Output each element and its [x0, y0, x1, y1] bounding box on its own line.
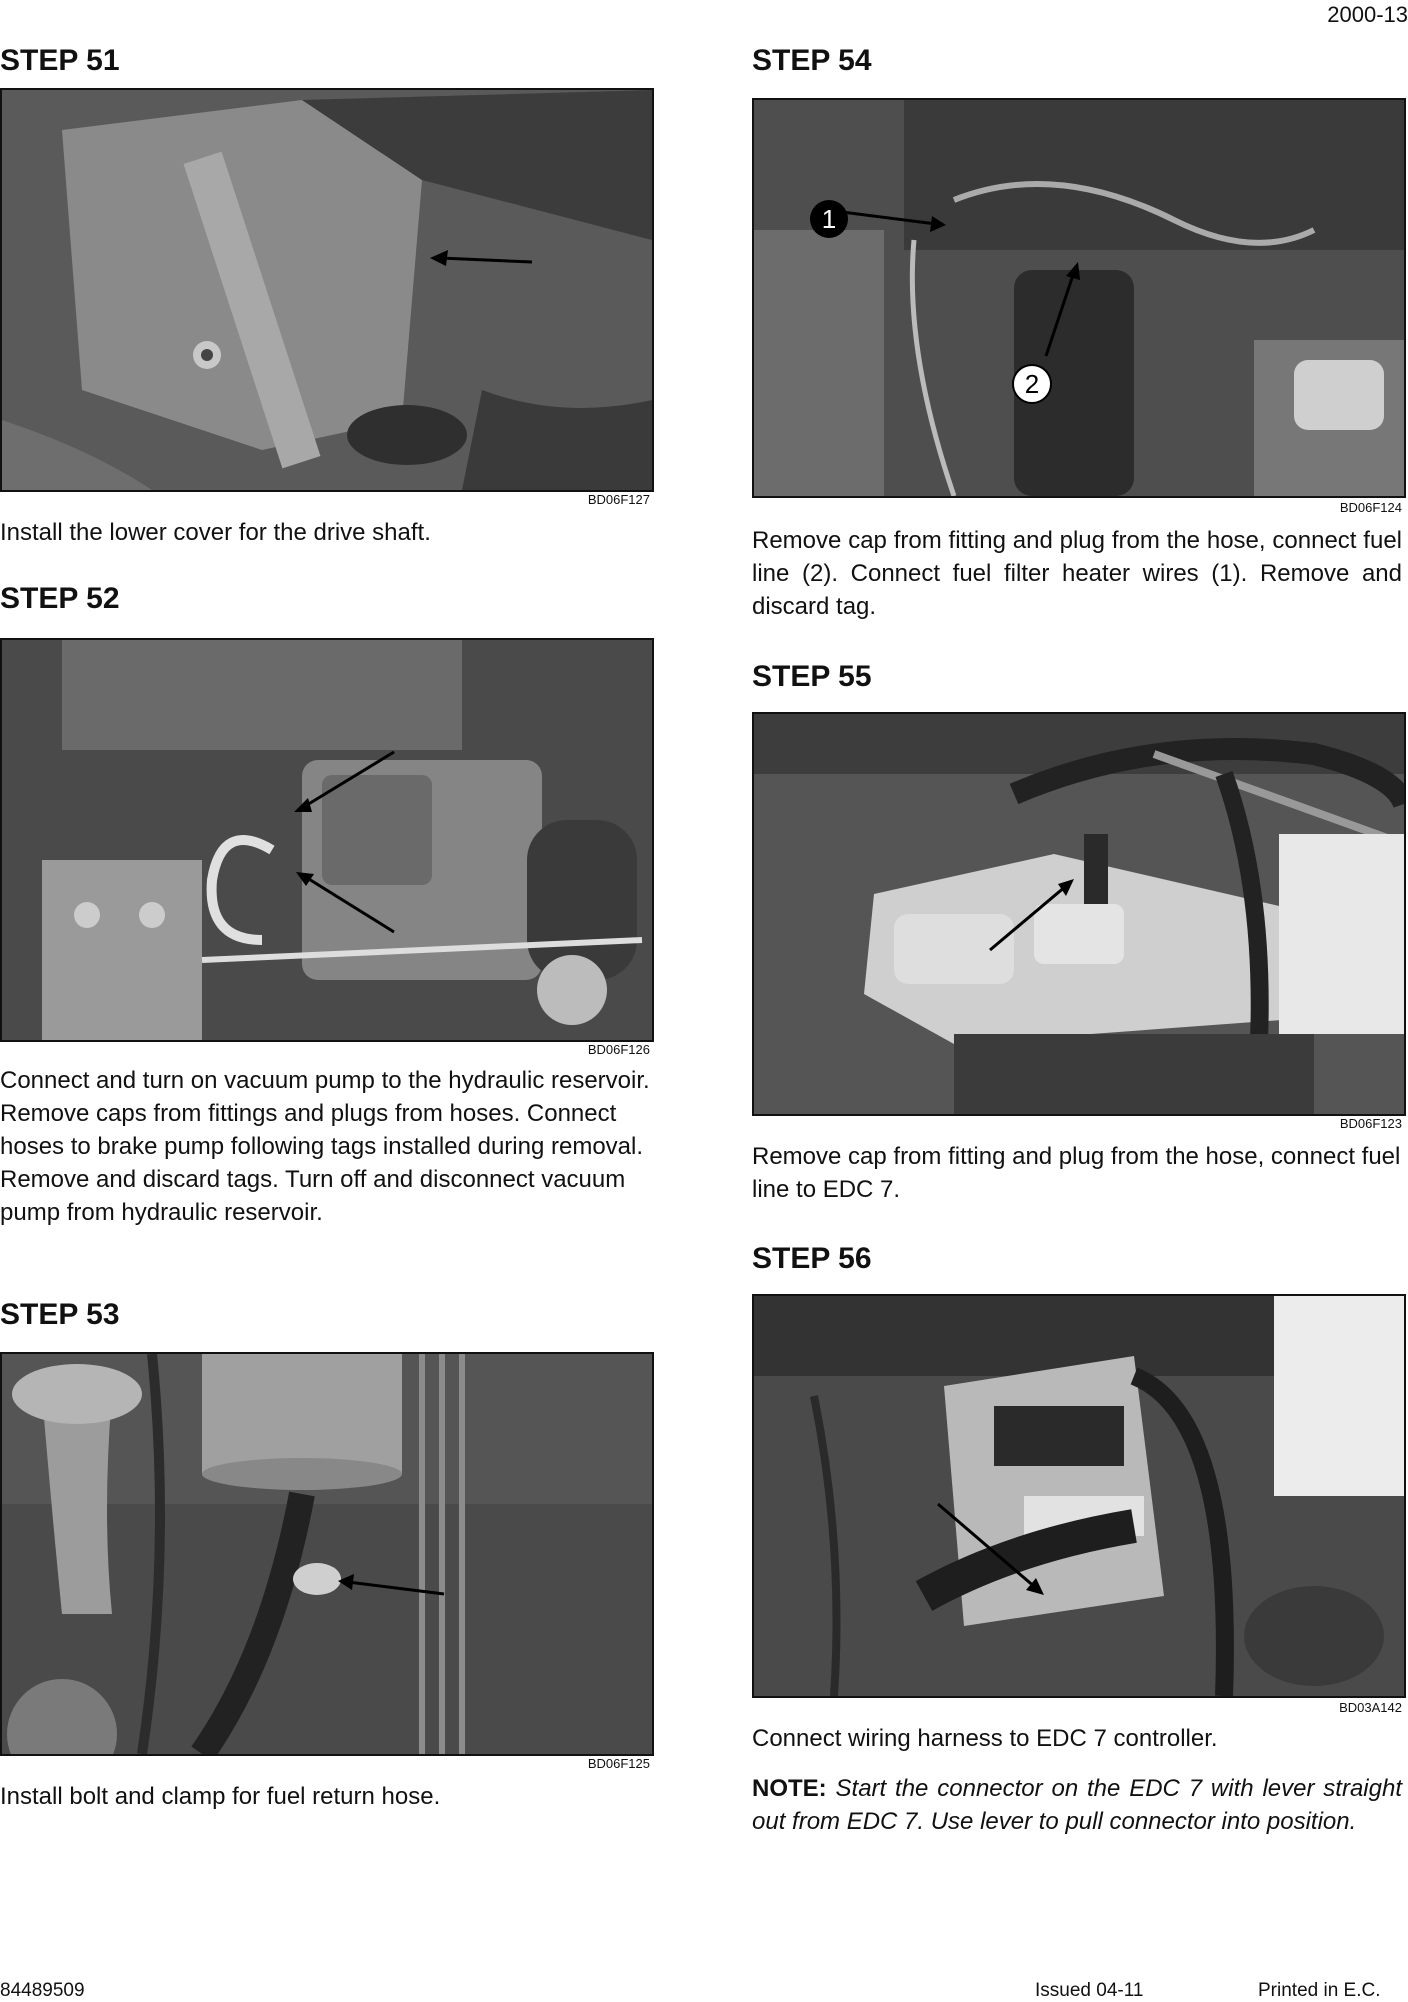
callout-2: 2	[1012, 364, 1052, 404]
step-55-figure-id: BD06F123	[1339, 1116, 1402, 1131]
fuel-return-hose-image	[2, 1354, 652, 1754]
step-53-photo	[0, 1352, 654, 1756]
step-55-text: Remove cap from fitting and plug from the hose, connect fuel line to EDC 7.	[752, 1143, 1401, 1203]
step-56-figure-id: BD03A142	[1339, 1700, 1402, 1715]
step-51-heading: STEP 51	[0, 44, 120, 77]
step-52-photo	[0, 638, 654, 1042]
step-54-photo	[752, 98, 1406, 498]
note-label: NOTE:	[752, 1775, 827, 1802]
step-54-text: Remove cap from fitting and plug from the hose, connect fuel line (2). Connect fuel filter heater wires (1). Remove and discard tag.	[752, 527, 1402, 620]
step-56-text: Connect wiring harness to EDC 7 controller.	[752, 1725, 1218, 1752]
note	[752, 1772, 1402, 1838]
step-53-text: Install bolt and clamp for fuel return hose.	[0, 1783, 441, 1810]
step-54-heading: STEP 54	[752, 44, 872, 77]
step-51-photo	[0, 88, 654, 492]
footer-doc-number: 84489509	[0, 1980, 85, 2001]
footer-issued: Issued 04-11	[1035, 1980, 1144, 2001]
step-55-heading: STEP 55	[752, 660, 872, 693]
step-51-text: Install the lower cover for the drive shaft.	[0, 519, 431, 546]
step-55-photo	[752, 712, 1406, 1116]
step-56-heading: STEP 56	[752, 1242, 872, 1275]
step-51-figure-id: BD06F127	[587, 492, 650, 507]
step-53-figure-id: BD06F125	[587, 1756, 650, 1771]
drive-shaft-cover-image	[2, 90, 652, 490]
page-number: 2000-13	[1327, 2, 1408, 27]
edc7-controller-image	[754, 1296, 1404, 1696]
brake-pump-image	[2, 640, 652, 1040]
edc7-fuel-line-image	[754, 714, 1404, 1114]
step-54-figure-id: BD06F124	[1339, 500, 1402, 515]
step-56-photo	[752, 1294, 1406, 1698]
step-52-figure-id: BD06F126	[587, 1042, 650, 1057]
step-52-text: Connect and turn on vacuum pump to the hydraulic reservoir. Remove caps from fittings and plugs from hoses. Connect hoses to brake pump following tags installed during removal. Remove and discard tags. Turn off and disconnect vacuum pump from hydraulic reservoir.	[0, 1067, 650, 1226]
step-53-heading: STEP 53	[0, 1298, 120, 1331]
callout-1: 1	[810, 200, 848, 238]
note-text: Start the connector on the EDC 7 with lever straight out from EDC 7. Use lever to pull connector into position.	[752, 1775, 1402, 1835]
step-52-heading: STEP 52	[0, 582, 120, 615]
footer-printed: Printed in E.C.	[1258, 1980, 1381, 2001]
fuel-filter-image	[754, 100, 1404, 496]
